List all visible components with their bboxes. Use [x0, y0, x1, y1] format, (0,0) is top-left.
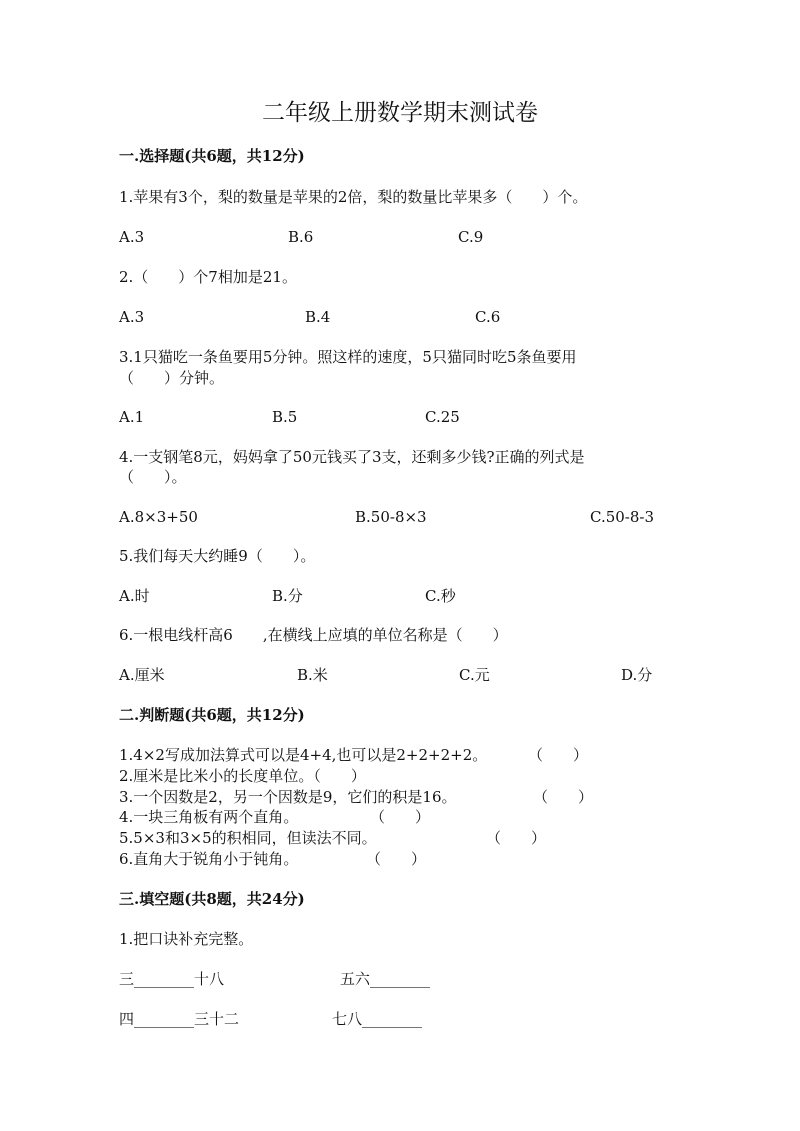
question-3-continued: （ ）分钟。	[119, 369, 225, 387]
option-d: D.分	[621, 666, 653, 684]
question-4-continued: （ ）。	[119, 468, 187, 486]
option-b: B.50-8×3	[355, 508, 427, 526]
option-b: B.分	[272, 587, 303, 605]
option-c: C.9	[458, 228, 484, 246]
tf-item: 3.一个因数是2，另一个因数是9，它们的积是16。	[119, 788, 457, 806]
tf-answer-paren: （ ）	[486, 829, 547, 847]
option-b: B.4	[305, 308, 331, 326]
section-heading-choice: 一.选择题(共6题，共12分)	[119, 147, 305, 165]
option-c: C.50-8-3	[590, 508, 655, 526]
option-b: B.6	[288, 228, 314, 246]
tf-item: 6.直角大于锐角小于钝角。	[119, 850, 299, 868]
question-1: 1.把口诀补充完整。	[119, 930, 254, 948]
option-a: A.3	[119, 228, 145, 246]
option-a: A.3	[119, 308, 145, 326]
question-4: 4.一支钢笔8元，妈妈拿了50元钱买了3支，还剩多少钱?正确的列式是	[119, 448, 585, 466]
option-b: B.5	[272, 408, 298, 426]
question-1: 1.苹果有3个，梨的数量是苹果的2倍，梨的数量比苹果多（ ）个。	[119, 188, 588, 206]
question-2: 2.（ ）个7相加是21。	[119, 268, 297, 286]
question-6: 6.一根电线杆高6 ,在横线上应填的单位名称是（ ）	[119, 626, 508, 644]
option-c: C.元	[459, 666, 490, 684]
tf-item: 2.厘米是比米小的长度单位。（ ）	[119, 767, 366, 785]
tf-item: 1.4×2写成加法算式可以是4+4,也可以是2+2+2+2。	[119, 746, 488, 764]
blank-item: 三________十八	[119, 970, 225, 988]
tf-answer-paren: （ ）	[528, 746, 589, 764]
tf-answer-paren: （ ）	[533, 788, 594, 806]
page-title: 二年级上册数学期末测试卷	[262, 100, 538, 126]
section-heading-true-false: 二.判断题(共6题，共12分)	[119, 706, 305, 724]
option-b: B.米	[297, 666, 328, 684]
option-a: A.厘米	[119, 666, 165, 684]
question-3: 3.1只猫吃一条鱼要用5分钟。照这样的速度，5只猫同时吃5条鱼要用	[119, 348, 577, 366]
blank-item: 七八________	[332, 1010, 423, 1028]
blank-item: 四________三十二	[119, 1010, 240, 1028]
tf-item: 5.5×3和3×5的积相同，但读法不同。	[119, 829, 377, 847]
tf-item: 4.一块三角板有两个直角。	[119, 808, 299, 826]
section-heading-fill-in: 三.填空题(共8题，共24分)	[119, 890, 305, 908]
option-a: A.8×3+50	[119, 508, 198, 526]
tf-answer-paren: （ ）	[366, 850, 427, 868]
question-5: 5.我们每天大约睡9（ ）。	[119, 547, 316, 565]
option-a: A.时	[119, 587, 150, 605]
option-c: C.秒	[425, 587, 456, 605]
option-c: C.25	[425, 408, 460, 426]
tf-answer-paren: （ ）	[370, 808, 431, 826]
option-c: C.6	[475, 308, 501, 326]
option-a: A.1	[119, 408, 145, 426]
blank-item: 五六________	[340, 970, 431, 988]
